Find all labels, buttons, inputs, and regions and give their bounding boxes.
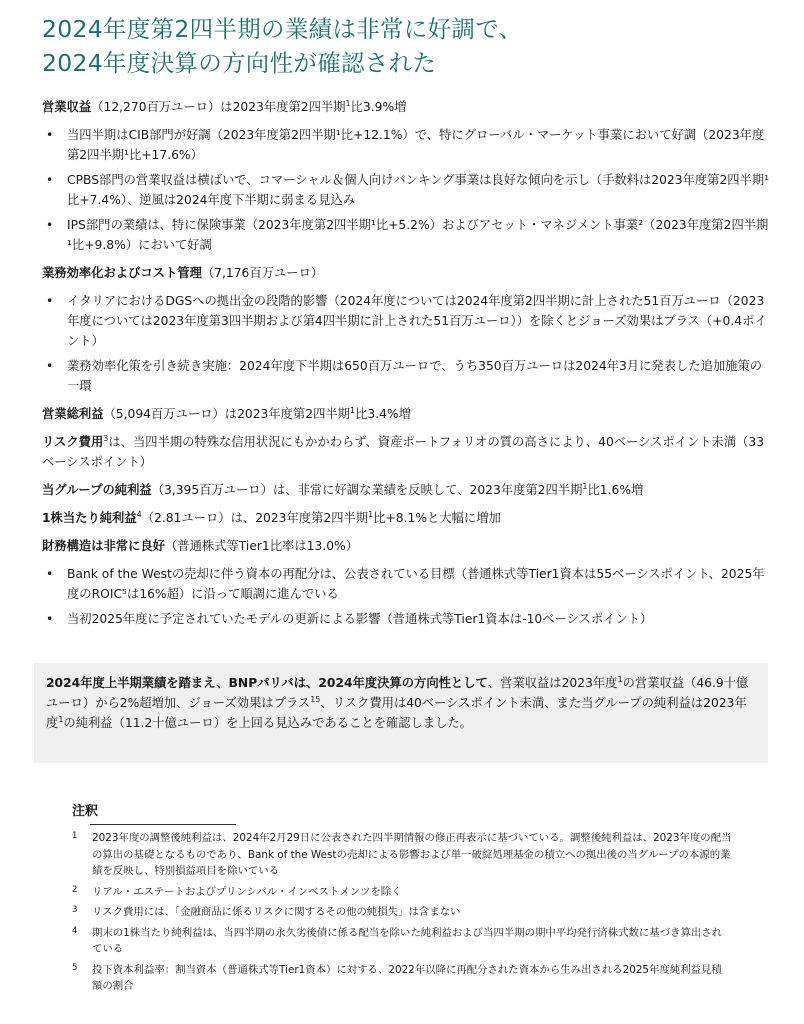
title-line-1: 2024年度第2四半期の業績は非常に好調で、: [42, 15, 523, 43]
outlook-lead: 2024年度上半期業績を踏まえ、BNPパリバは、2024年度決算の方向性として: [46, 676, 488, 690]
footnote-text: リスク費用には、「金融商品に係るリスクに関するその他の純損失」は含まない: [92, 906, 461, 918]
footnote-number: 5: [72, 962, 78, 973]
risk-footnote-ref: 3: [103, 434, 109, 443]
footnote-number: 4: [72, 925, 78, 936]
net-income-footnote-ref: 1: [582, 482, 588, 491]
revenue-footnote-ref: 1: [345, 99, 351, 108]
eps-footnote-ref: 4: [136, 510, 142, 519]
list-item: • IPS部門の業績は、特に保険事業（2023年度第2四半期¹比+5.2%）およびアセット・マネジメント事業²（2023年度第2四半期¹比+9.8%）において好調: [42, 215, 772, 255]
footnote-item: [72, 962, 732, 995]
footnote-number: 3: [72, 905, 78, 915]
footnote-item: [72, 904, 732, 921]
outlook-part-2: 、営業収益は2023年度: [487, 676, 618, 690]
revenue-text: （12,270百万ユーロ）は2023年度第2四半期: [91, 100, 346, 114]
footnote-number: 1: [72, 831, 78, 841]
footnote-item: [72, 830, 732, 880]
outlook-part-5: の純利益（11.2十億ユーロ）を上回る見込みであることを確認しました。: [63, 716, 472, 730]
main-content: [42, 97, 772, 637]
list-item: • 当初2025年度に予定されていたモデルの更新による影響（普通株式等Tier1資本は-10ベーシスポイント）: [42, 609, 772, 629]
revenue-summary: [42, 97, 772, 117]
gross-income-label: 営業総利益: [42, 407, 104, 421]
gross-income-tail: 比3.4%増: [355, 407, 411, 421]
footnote-item: [72, 884, 732, 901]
eps-tail: 比+8.1%と大幅に増加: [373, 511, 501, 525]
footnote-text: リアル・エステートおよびプリンシパル・インベストメンツを除く: [92, 885, 402, 898]
risk-cost-label: リスク費用: [42, 435, 104, 449]
gross-income-footnote-ref: 1: [349, 406, 356, 415]
net-income-summary: [42, 480, 772, 500]
net-income-tail: 比1.6%増: [587, 483, 644, 497]
gross-income-summary: [42, 404, 772, 424]
efficiency-summary: [42, 263, 772, 283]
outlook-footnote-ref-1: 1: [617, 675, 623, 684]
footnote-text: 2023年度の調整後純利益は、2024年2月29日に公表された四半期情報の修正再表示に基づいている。調整後純利益は、2023年度の配当の算出の基礎となるものであり、Bank of the Westの売却による影響および単一破綻処理基金の積立への拠出後の当グループの本源的業績を反映し、特別損益項目を除いている: [92, 832, 732, 877]
eps-summary: [42, 508, 772, 528]
list-item: • Bank of the Westの売却に伴う資本の再配分は、公表されている目標（普通株式等Tier1資本は55ベーシスポイント、2025年度のROIC⁵は16%超）に沿って順調に進んでいる: [42, 564, 772, 604]
financial-label: 財務構造は非常に良好: [42, 539, 165, 553]
notes-divider: [90, 824, 236, 825]
list-item: • CPBS部門の営業収益は横ばいで、コマーシャル＆個人向けバンキング事業は良好な傾向を示し（手数料は2023年度第2四半期¹比+7.4%）、逆風は2024年度下半期に弱まる見込み: [42, 170, 772, 210]
financial-structure-summary: [42, 536, 772, 556]
outlook-part-3: の営業収益（46.9十億ユーロ）から2%超増加、ジョーズ効果はプラス: [46, 676, 749, 710]
page-title: [42, 12, 782, 80]
outlook-text: [46, 673, 758, 733]
list-item: • イタリアにおけるDGSへの拠出金の段階的影響（2024年度については2024年度第2四半期に計上された51百万ユーロ（2023年度については2023年度第3四半期および第4四半期に計上された51百万ユーロ））を除くとジョーズ効果はプラス（+0.4ポイント）: [42, 291, 772, 351]
notes-heading: 注釈: [72, 804, 99, 819]
eps-text: （2.81ユーロ）は、2023年度第2四半期: [141, 511, 369, 525]
efficiency-text: （7,176百万ユーロ）: [201, 266, 324, 280]
financial-bullet-list: [42, 564, 772, 629]
outlook-footnote-ref-3: 1: [58, 715, 64, 724]
outlook-footnote-ref-2: 15: [310, 695, 321, 704]
eps-footnote-ref-2: 1: [368, 510, 374, 519]
footnote-item: [72, 925, 732, 958]
eps-label: 1株当たり純利益: [42, 511, 137, 525]
outlook-highlight-box: [34, 663, 768, 763]
footnote-number: 2: [72, 884, 78, 895]
list-item: • 当四半期はCIB部門が好調（2023年度第2四半期¹比+12.1%）で、特にグローバル・マーケット事業において好調（2023年度第2四半期¹比+17.6%）: [42, 125, 772, 165]
financial-text: （普通株式等Tier1比率は13.0%）: [164, 539, 359, 553]
title-line-2: 2024年度決算の方向性が確認された: [42, 49, 437, 77]
efficiency-label: 業務効率化およびコスト管理: [42, 266, 202, 280]
revenue-tail: 比3.9%増: [350, 100, 407, 114]
footnotes: [72, 830, 732, 999]
footnote-text: 投下資本利益率：割当資本（普通株式等Tier1資本）に対する、2022年以降に再配分された資本から生み出される2025年度純利益見積額の割合: [92, 963, 722, 992]
net-income-label: 当グループの純利益: [42, 483, 152, 497]
risk-cost-summary: [42, 432, 772, 472]
revenue-bullet-list: [42, 125, 772, 255]
outlook-part-4: 、リスク費用は40ベーシスポイント未満、また当グループの純利益は2023年度: [46, 696, 747, 730]
risk-cost-text: は、当四半期の特殊な信用状況にもかかわらず、資産ポートフォリオの質の高さにより、40ベーシスポイント未満（33ベーシスポイント）: [42, 435, 765, 469]
gross-income-text: （5,094百万ユーロ）は2023年度第2四半期: [103, 407, 350, 421]
net-income-text: （3,395百万ユーロ）は、非常に好調な業績を反映して、2023年度第2四半期: [151, 483, 583, 497]
footnote-text: 期末の1株当たり純利益は、当四半期の永久劣後債に係る配当を除いた純利益および当四半期の期中平均発行済株式数に基づき算出されている: [92, 926, 723, 955]
revenue-label: 営業収益: [42, 100, 92, 114]
efficiency-bullet-list: [42, 291, 772, 396]
list-item: • 業務効率化策を引き続き実施：2024年度下半期は650百万ユーロで、うち350百万ユーロは2024年3月に発表した追加施策の一環: [42, 356, 772, 396]
